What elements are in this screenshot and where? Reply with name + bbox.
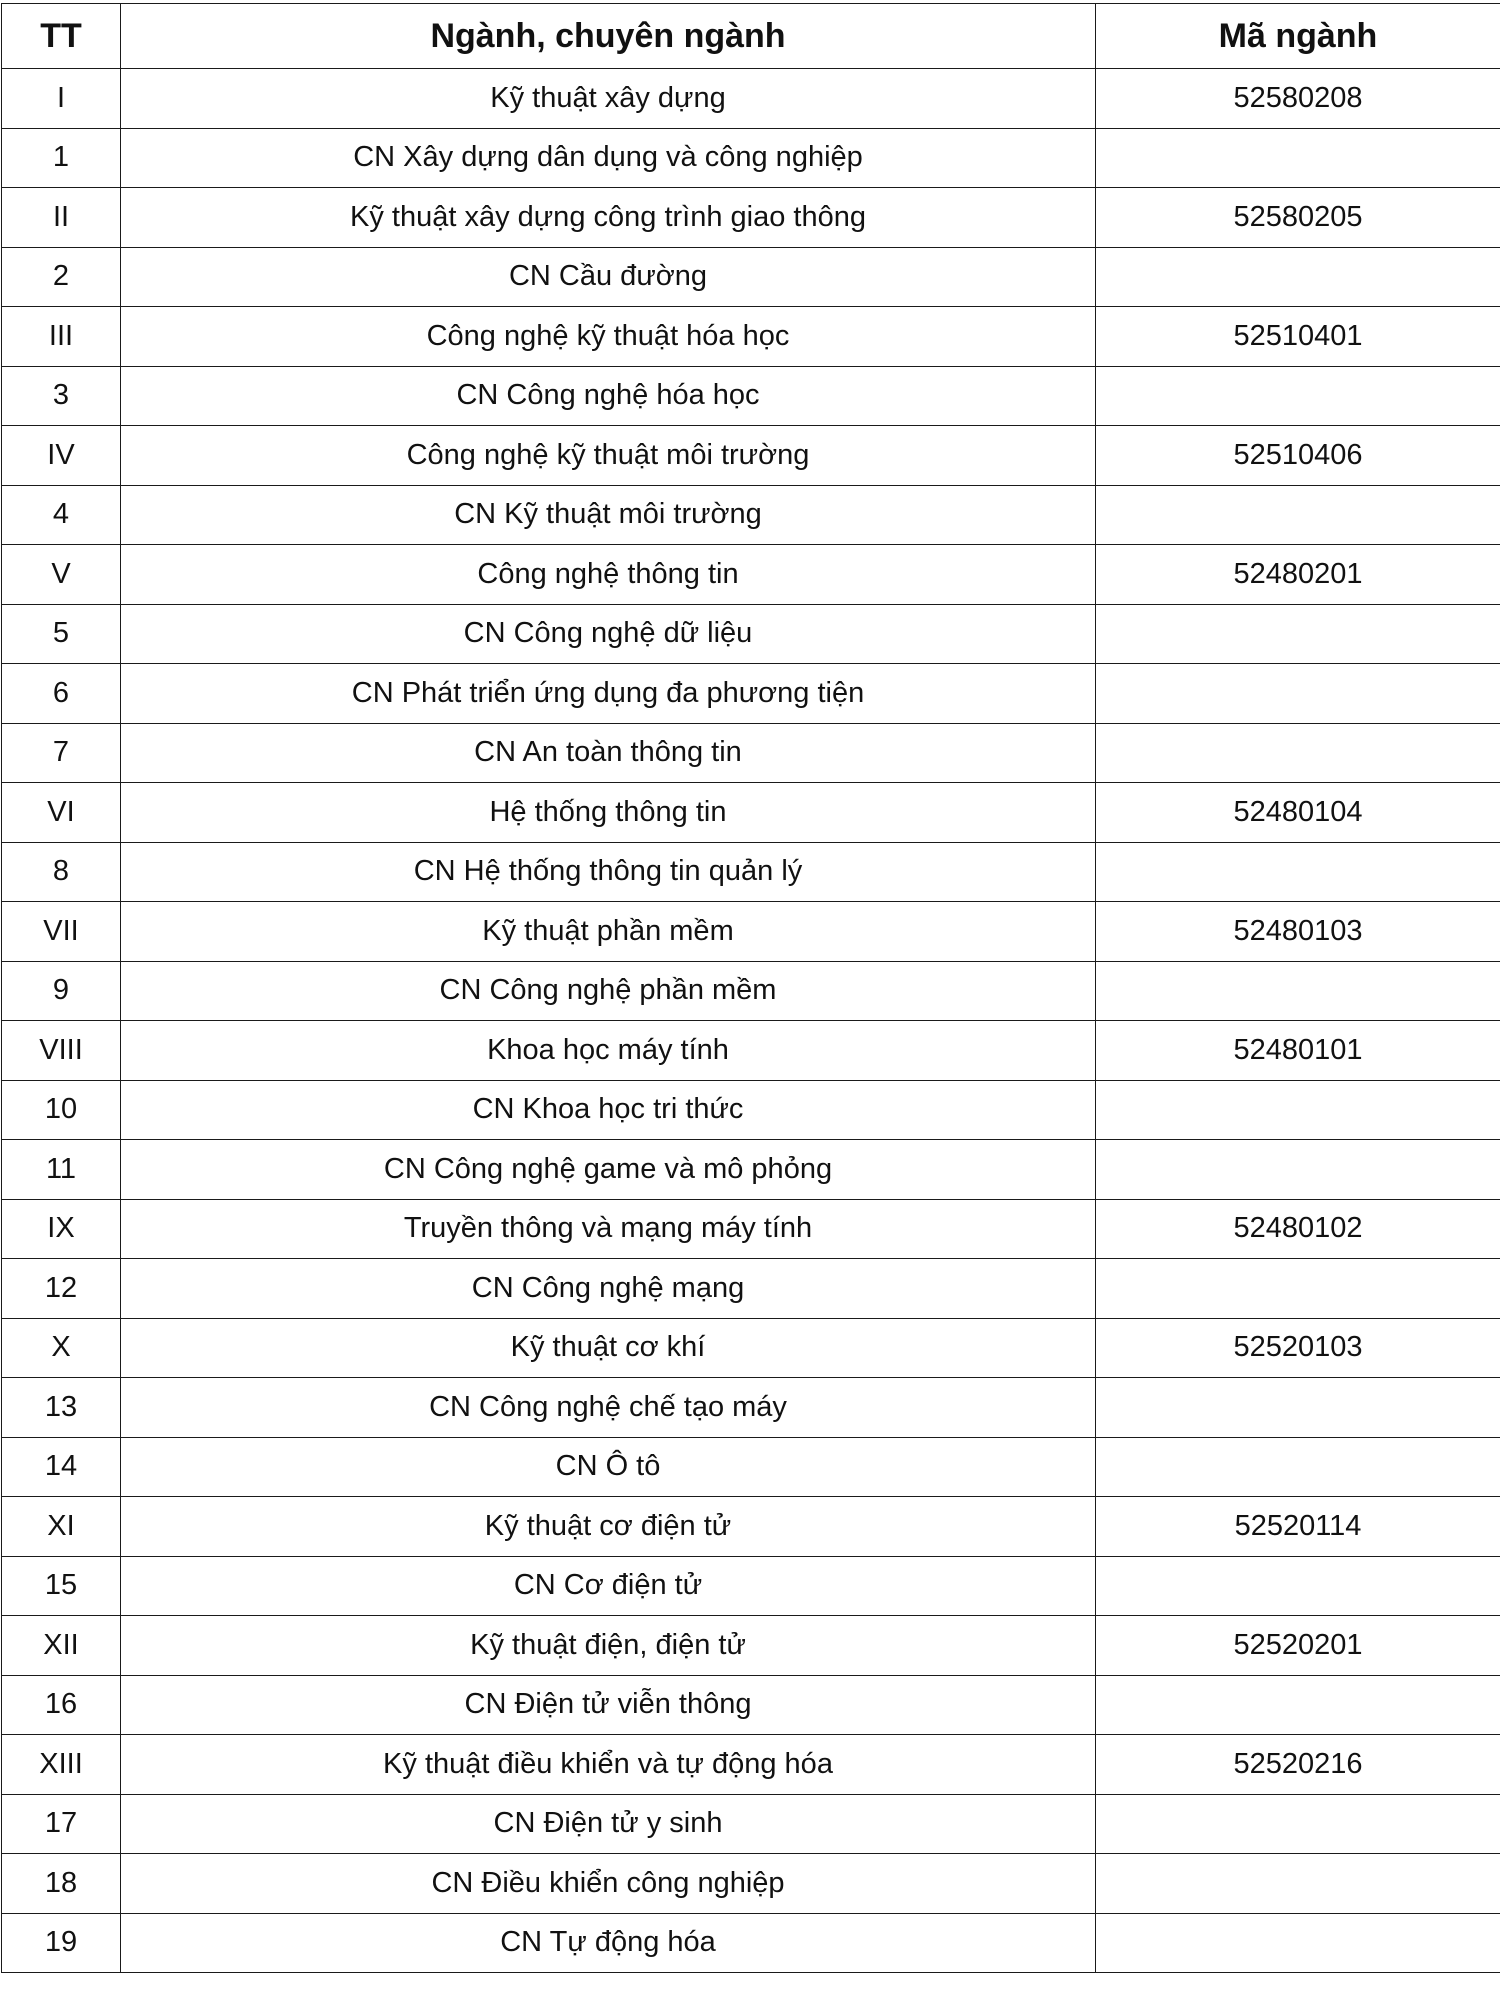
cell-major-code [1096,723,1500,783]
table-row [2,1437,1500,1497]
cell-tt: XI [2,1497,121,1557]
cell-major-code [1096,1556,1500,1616]
table-row [2,783,1500,843]
cell-major-code: 52480102 [1096,1199,1500,1259]
table-row [2,1259,1500,1319]
cell-tt: VI [2,783,121,843]
table-row [2,604,1500,664]
cell-tt: IX [2,1199,121,1259]
cell-major-code: 52480103 [1096,902,1500,962]
table-row [2,1616,1500,1676]
table-row [2,188,1500,248]
cell-major-code [1096,1854,1500,1914]
table-row [2,842,1500,902]
table-header [2,4,1500,69]
cell-major-name: CN Hệ thống thông tin quản lý [121,842,1096,902]
table-row [2,69,1500,129]
cell-major-code: 52580208 [1096,69,1500,129]
header-row [2,4,1500,69]
table-row [2,128,1500,188]
table-row [2,1080,1500,1140]
cell-major-code [1096,604,1500,664]
cell-major-name: CN Công nghệ phần mềm [121,961,1096,1021]
cell-tt: 1 [2,128,121,188]
cell-major-name: CN Cơ điện tử [121,1556,1096,1616]
cell-tt: 16 [2,1675,121,1735]
header-major-name: Ngành, chuyên ngành [121,4,1096,69]
cell-major-code: 52520216 [1096,1735,1500,1795]
cell-tt: 12 [2,1259,121,1319]
cell-major-code: 52510401 [1096,307,1500,367]
cell-major-code [1096,664,1500,724]
cell-major-name: CN Cầu đường [121,247,1096,307]
cell-major-code [1096,1913,1500,1973]
cell-major-code: 52480201 [1096,545,1500,605]
cell-tt: 13 [2,1378,121,1438]
cell-major-name: Khoa học máy tính [121,1021,1096,1081]
cell-major-code [1096,366,1500,426]
header-tt: TT [2,4,121,69]
cell-tt: XII [2,1616,121,1676]
cell-major-name: CN Phát triển ứng dụng đa phương tiện [121,664,1096,724]
table-row [2,1854,1500,1914]
cell-major-name: CN Điện tử y sinh [121,1794,1096,1854]
cell-major-code: 52520114 [1096,1497,1500,1557]
table-row [2,366,1500,426]
cell-major-code [1096,1140,1500,1200]
cell-major-code: 52510406 [1096,426,1500,486]
table-row [2,485,1500,545]
table-row [2,1556,1500,1616]
table-row [2,961,1500,1021]
cell-major-code [1096,1794,1500,1854]
cell-tt: 18 [2,1854,121,1914]
table-row [2,426,1500,486]
cell-tt: 8 [2,842,121,902]
table-row [2,1140,1500,1200]
cell-major-name: CN Công nghệ hóa học [121,366,1096,426]
cell-major-name: CN An toàn thông tin [121,723,1096,783]
cell-tt: 6 [2,664,121,724]
cell-tt: 19 [2,1913,121,1973]
cell-major-name: Công nghệ kỹ thuật môi trường [121,426,1096,486]
table-row [2,1318,1500,1378]
cell-tt: III [2,307,121,367]
cell-major-code: 52480101 [1096,1021,1500,1081]
cell-major-code [1096,1675,1500,1735]
cell-major-name: CN Xây dựng dân dụng và công nghiệp [121,128,1096,188]
cell-major-name: CN Công nghệ game và mô phỏng [121,1140,1096,1200]
cell-major-name: Kỹ thuật xây dựng [121,69,1096,129]
cell-major-name: Công nghệ kỹ thuật hóa học [121,307,1096,367]
cell-major-code: 52520201 [1096,1616,1500,1676]
table-row [2,307,1500,367]
cell-major-name: Công nghệ thông tin [121,545,1096,605]
cell-major-name: Hệ thống thông tin [121,783,1096,843]
table-row [2,1735,1500,1795]
cell-tt: IV [2,426,121,486]
cell-major-name: Kỹ thuật cơ khí [121,1318,1096,1378]
cell-tt: 4 [2,485,121,545]
table-row [2,902,1500,962]
cell-tt: VII [2,902,121,962]
cell-tt: 2 [2,247,121,307]
cell-tt: I [2,69,121,129]
table-row [2,247,1500,307]
cell-major-code: 52480104 [1096,783,1500,843]
cell-tt: 9 [2,961,121,1021]
table-row [2,1497,1500,1557]
cell-tt: 17 [2,1794,121,1854]
cell-tt: 15 [2,1556,121,1616]
cell-major-name: CN Công nghệ chế tạo máy [121,1378,1096,1438]
cell-tt: V [2,545,121,605]
table-row [2,1794,1500,1854]
cell-tt: II [2,188,121,248]
cell-major-code [1096,1080,1500,1140]
cell-major-name: CN Công nghệ mạng [121,1259,1096,1319]
cell-major-code [1096,1378,1500,1438]
cell-major-name: Kỹ thuật điều khiển và tự động hóa [121,1735,1096,1795]
table-row [2,1021,1500,1081]
cell-tt: 11 [2,1140,121,1200]
cell-major-code [1096,485,1500,545]
cell-major-name: CN Ô tô [121,1437,1096,1497]
table-body [2,69,1500,1973]
cell-tt: X [2,1318,121,1378]
cell-major-code [1096,842,1500,902]
cell-major-name: Kỹ thuật cơ điện tử [121,1497,1096,1557]
cell-tt: XIII [2,1735,121,1795]
cell-major-name: Kỹ thuật xây dựng công trình giao thông [121,188,1096,248]
cell-major-name: CN Điều khiển công nghiệp [121,1854,1096,1914]
cell-major-code [1096,1259,1500,1319]
cell-major-name: Truyền thông và mạng máy tính [121,1199,1096,1259]
cell-major-code [1096,1437,1500,1497]
table-row [2,1675,1500,1735]
table-row [2,1913,1500,1973]
cell-tt: 10 [2,1080,121,1140]
cell-major-name: CN Kỹ thuật môi trường [121,485,1096,545]
table-row [2,1378,1500,1438]
cell-major-name: CN Công nghệ dữ liệu [121,604,1096,664]
cell-major-code [1096,961,1500,1021]
table-row [2,1199,1500,1259]
majors-table [1,3,1500,1973]
cell-major-name: CN Khoa học tri thức [121,1080,1096,1140]
cell-major-name: CN Tự động hóa [121,1913,1096,1973]
header-major-code: Mã ngành [1096,4,1500,69]
cell-tt: 7 [2,723,121,783]
cell-major-code [1096,247,1500,307]
table-row [2,723,1500,783]
table-row [2,545,1500,605]
cell-tt: 5 [2,604,121,664]
cell-tt: VIII [2,1021,121,1081]
cell-major-code: 52520103 [1096,1318,1500,1378]
cell-major-code: 52580205 [1096,188,1500,248]
cell-major-name: CN Điện tử viễn thông [121,1675,1096,1735]
cell-tt: 14 [2,1437,121,1497]
table-row [2,664,1500,724]
cell-major-code [1096,128,1500,188]
cell-tt: 3 [2,366,121,426]
cell-major-name: Kỹ thuật điện, điện tử [121,1616,1096,1676]
cell-major-name: Kỹ thuật phần mềm [121,902,1096,962]
